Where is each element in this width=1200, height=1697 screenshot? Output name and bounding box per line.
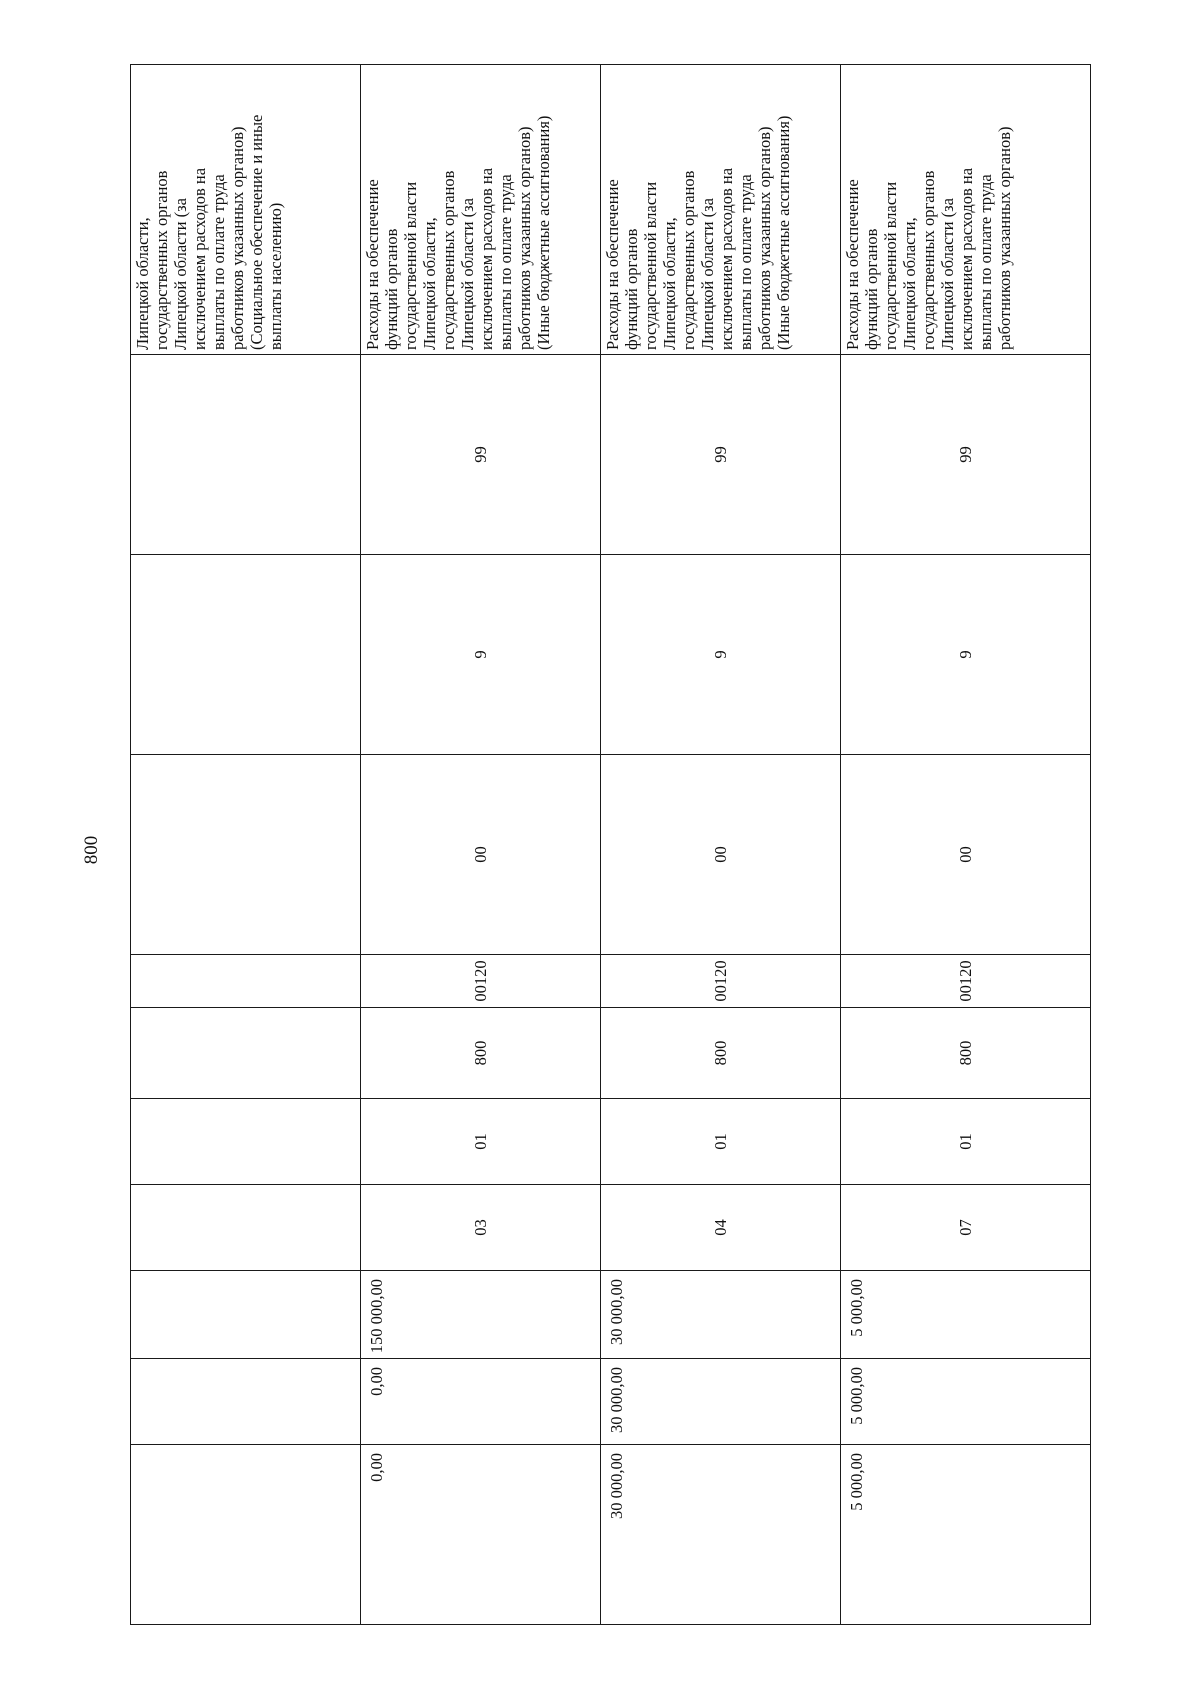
description-line: Липецкой области, bbox=[133, 217, 152, 350]
description-line: выплаты по оплате труда bbox=[736, 174, 755, 350]
direction-cell: 00120 bbox=[601, 955, 841, 1008]
amount-2-cell: 5 000,00 bbox=[841, 1359, 1091, 1445]
main-event-cell bbox=[131, 755, 361, 955]
section-cell bbox=[131, 1099, 361, 1185]
amount-2-cell bbox=[131, 1359, 361, 1445]
subprogram-cell: 9 bbox=[841, 555, 1091, 755]
budget-table-rotated bbox=[130, 65, 1090, 1625]
description-line: государственных органов bbox=[152, 170, 171, 350]
table-row bbox=[601, 65, 841, 1625]
amount-2-cell: 0,00 bbox=[361, 1359, 601, 1445]
description-line: (Иные бюджетные ассигнования) bbox=[534, 115, 553, 350]
amount-1-cell bbox=[131, 1271, 361, 1359]
program-cell bbox=[131, 355, 361, 555]
direction-cell: 00120 bbox=[361, 955, 601, 1008]
section-cell: 01 bbox=[601, 1099, 841, 1185]
table-row bbox=[841, 65, 1091, 1625]
description-line: работников указанных органов) bbox=[515, 126, 534, 350]
program-cell: 99 bbox=[361, 355, 601, 555]
subsection-cell: 03 bbox=[361, 1185, 601, 1271]
description-line: исключением расходов на bbox=[477, 167, 496, 350]
description-line: (Социальное обеспечение и иные bbox=[247, 114, 266, 350]
description-line: работников указанных органов) bbox=[228, 126, 247, 350]
subsection-cell bbox=[131, 1185, 361, 1271]
main-event-cell: 00 bbox=[841, 755, 1091, 955]
expense-type-cell: 800 bbox=[601, 1008, 841, 1099]
program-cell: 99 bbox=[841, 355, 1091, 555]
direction-cell: 00120 bbox=[841, 955, 1091, 1008]
description-line: государственной власти bbox=[401, 181, 420, 350]
description-cell bbox=[841, 65, 1091, 355]
description-line: (Иные бюджетные ассигнования) bbox=[774, 115, 793, 350]
table-body bbox=[131, 65, 1091, 1625]
table-row bbox=[361, 65, 601, 1625]
subprogram-cell bbox=[131, 555, 361, 755]
direction-cell bbox=[131, 955, 361, 1008]
description-cell bbox=[601, 65, 841, 355]
amount-1-cell: 5 000,00 bbox=[841, 1271, 1091, 1359]
table-row bbox=[131, 65, 361, 1625]
description-line: Липецкой области, bbox=[420, 217, 439, 350]
subsection-cell: 07 bbox=[841, 1185, 1091, 1271]
description-line: исключением расходов на bbox=[190, 167, 209, 350]
description-line: государственной власти bbox=[881, 181, 900, 350]
amount-2-cell: 30 000,00 bbox=[601, 1359, 841, 1445]
amount-1-cell: 30 000,00 bbox=[601, 1271, 841, 1359]
section-cell: 01 bbox=[841, 1099, 1091, 1185]
amount-1-cell: 150 000,00 bbox=[361, 1271, 601, 1359]
description-cell bbox=[361, 65, 601, 355]
description-line: Расходы на обеспечение bbox=[603, 179, 622, 350]
description-line: функций органов bbox=[622, 228, 641, 350]
description-line: Расходы на обеспечение bbox=[843, 179, 862, 350]
description-line: Липецкой области (за bbox=[698, 197, 717, 350]
expense-type-cell: 800 bbox=[361, 1008, 601, 1099]
description-line: работников указанных органов) bbox=[755, 126, 774, 350]
description-line: государственной власти bbox=[641, 181, 660, 350]
page-number: 800 bbox=[81, 835, 102, 865]
description-line: исключением расходов на bbox=[957, 167, 976, 350]
description-line: исключением расходов на bbox=[717, 167, 736, 350]
section-cell: 01 bbox=[361, 1099, 601, 1185]
subsection-cell: 04 bbox=[601, 1185, 841, 1271]
description-cell bbox=[131, 65, 361, 355]
description-line: государственных органов bbox=[679, 170, 698, 350]
description-line: Липецкой области, bbox=[660, 217, 679, 350]
expense-type-cell bbox=[131, 1008, 361, 1099]
amount-3-cell: 30 000,00 bbox=[601, 1445, 841, 1625]
description-line: Липецкой области (за bbox=[938, 197, 957, 350]
description-line: государственных органов bbox=[439, 170, 458, 350]
description-line: Липецкой области (за bbox=[458, 197, 477, 350]
description-line: Липецкой области, bbox=[900, 217, 919, 350]
description-line: выплаты по оплате труда bbox=[976, 174, 995, 350]
expense-type-cell: 800 bbox=[841, 1008, 1091, 1099]
description-line: функций органов bbox=[862, 228, 881, 350]
subprogram-cell: 9 bbox=[601, 555, 841, 755]
description-line: государственных органов bbox=[919, 170, 938, 350]
description-line: работников указанных органов) bbox=[995, 126, 1014, 350]
description-line: Липецкой области (за bbox=[171, 197, 190, 350]
program-cell: 99 bbox=[601, 355, 841, 555]
amount-3-cell: 5 000,00 bbox=[841, 1445, 1091, 1625]
amount-3-cell: 0,00 bbox=[361, 1445, 601, 1625]
description-line: Расходы на обеспечение bbox=[363, 179, 382, 350]
main-event-cell: 00 bbox=[601, 755, 841, 955]
description-line: выплаты населению) bbox=[266, 202, 285, 350]
main-event-cell: 00 bbox=[361, 755, 601, 955]
subprogram-cell: 9 bbox=[361, 555, 601, 755]
description-line: выплаты по оплате труда bbox=[496, 174, 515, 350]
description-line: функций органов bbox=[382, 228, 401, 350]
amount-3-cell bbox=[131, 1445, 361, 1625]
description-line: выплаты по оплате труда bbox=[209, 174, 228, 350]
budget-table bbox=[130, 64, 1091, 1625]
